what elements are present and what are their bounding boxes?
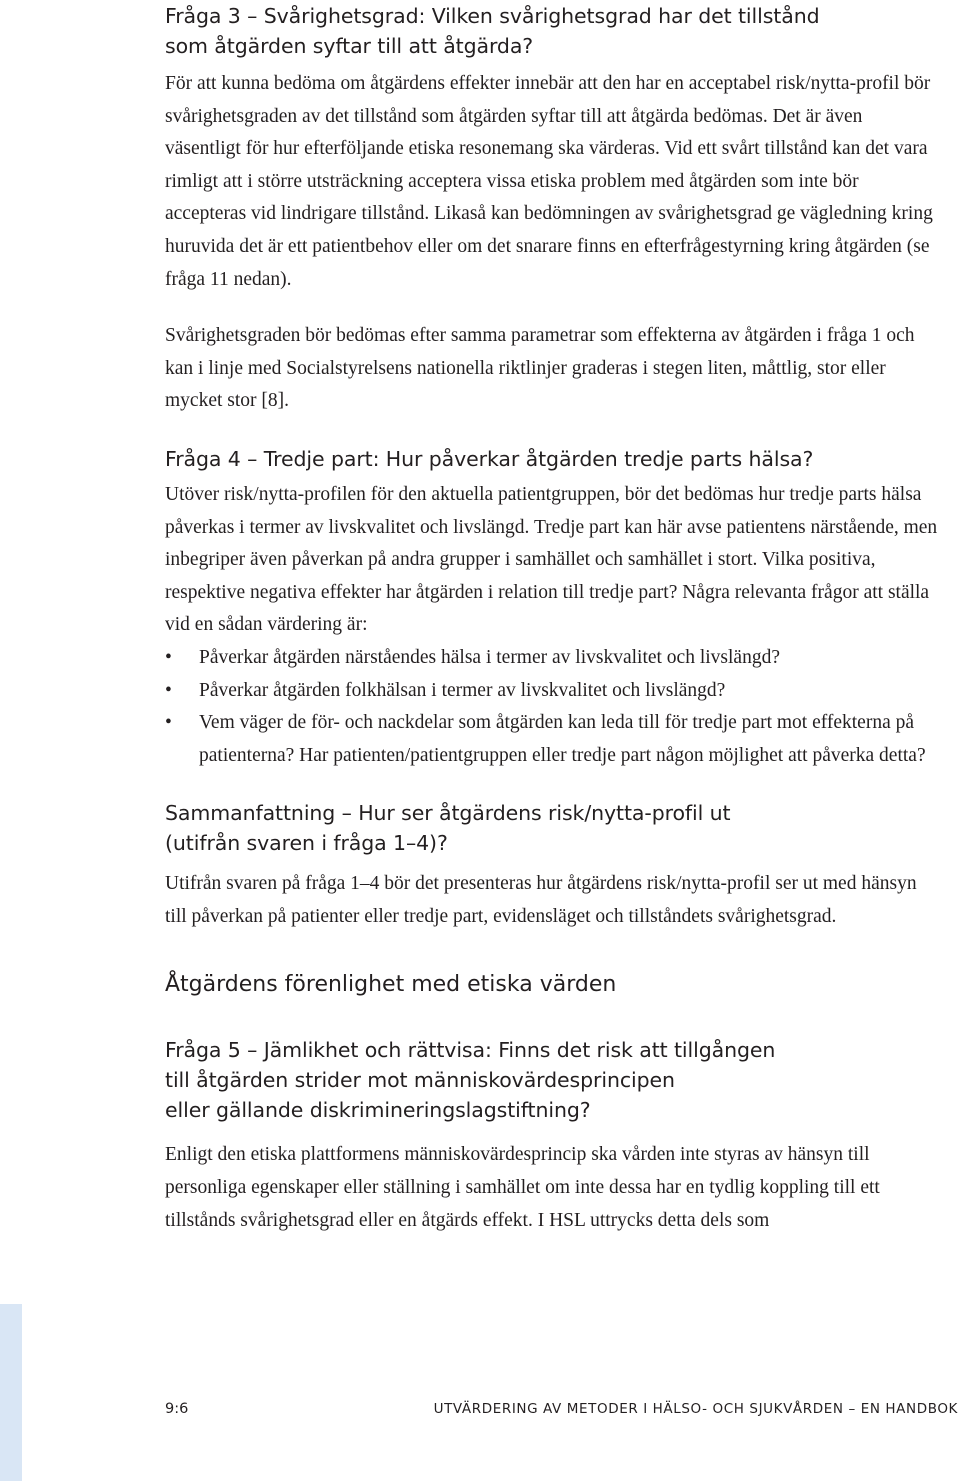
q5-paragraph: Enligt den etiska plattformens människovärdesprincip ska vården inte styras av hänsyn till personliga egenskaper eller ställning i samhället om inte dessa har en tydlig koppling till ett tillstånds svårighetsgrad eller en åtgärds effekt. I HSL uttrycks detta dels som [165, 1144, 880, 1231]
bullet-text: Vem väger de för- och nackdelar som åtgärden kan leda till för tredje part mot effekterna på patienterna? Har patienten/patientgruppen eller tredje part någon möjlighet att påverka detta? [199, 712, 926, 766]
page-content [165, 0, 940, 1237]
bullet-text: Påverkar åtgärden närståendes hälsa i termer av livskvalitet och livslängd? [199, 646, 780, 668]
q4-heading: Fråga 4 – Tredje part: Hur påverkar åtgärden tredje parts hälsa? [165, 446, 814, 471]
q3-paragraph-2: Svårighetsgraden bör bedömas efter samma parametrar som effekterna av åtgärden i fråga 1 och kan i linje med Socialstyrelsens nationella riktlinjer graderas i stegen liten, måttlig, stor eller mycket stor [8]. [165, 325, 915, 412]
q4-bullet-list [165, 642, 940, 772]
list-item [165, 675, 940, 708]
summary-heading [165, 798, 940, 858]
summary-heading-line-2: (utifrån svaren i fråga 1–4)? [165, 831, 448, 856]
bullet-icon: • [165, 679, 172, 701]
page-footer [165, 1397, 958, 1421]
q5-heading-line-2: till åtgärden strider mot människovärdesprincipen [165, 1068, 675, 1093]
page-number: 9:6 [165, 1401, 189, 1417]
q5-heading [165, 1035, 940, 1125]
bullet-icon: • [165, 646, 172, 668]
summary-paragraph: Utifrån svaren på fråga 1–4 bör det presenteras hur åtgärdens risk/nytta-profil ser ut med hänsyn till påverkan på patienter eller tredje part, evidensläget och tillståndets svårighetsgrad. [165, 873, 917, 927]
q3-paragraph-1: För att kunna bedöma om åtgärdens effekter innebär att den har en acceptabel risk/nytta-profil bör svårighetsgraden av det tillstånd som åtgärden syftar till att åtgärda bedömas. Det är även väsentligt för hur efterföljande etiska resonemang ska värderas. Vid ett svårt tillstånd kan det vara rimligt att i större utsträckning acceptera vissa etiska problem med åtgärden som inte bör accepteras vid lindrigare tillstånd. Likaså kan bedömningen av svårighetsgrad ge vägledning kring huruvida det är ett patientbehov eller om det snarare finns en efterfrågestyrning kring åtgärden (se fråga 11 nedan). [165, 73, 933, 290]
q4-paragraph: Utöver risk/nytta-profilen för den aktuella patientgruppen, bör det bedömas hur tredje parts hälsa påverkas i termer av livskvalitet och livslängd. Tredje part kan här avse patientens närstående, men inbegriper även påverkan på andra grupper i samhället och samhället i stort. Vilka positiva, respektive negativa effekter har åtgärden i relation till tredje part? Några relevanta frågor att ställa vid en sådan värdering är: [165, 483, 938, 636]
bullet-text: Påverkar åtgärden folkhälsan i termer av livskvalitet och livslängd? [199, 679, 726, 701]
section-heading: Åtgärdens förenlighet med etiska värden [165, 972, 617, 998]
q3-heading: Fråga 3 – Svårighetsgrad: Vilken svårighetsgrad har det tillstånd som åtgärden syftar till att åtgärda? [165, 4, 820, 58]
list-item [165, 707, 940, 772]
summary-heading-line-1: Sammanfattning – Hur ser åtgärdens risk/nytta-profil ut [165, 801, 731, 826]
q5-heading-line-3: eller gällande diskrimineringslagstiftning? [165, 1098, 591, 1123]
side-color-bar [0, 1304, 22, 1481]
list-item [165, 642, 940, 675]
running-title: UTVÄRDERING AV METODER I HÄLSO- OCH SJUKVÅRDEN – EN HANDBOK [433, 1401, 958, 1417]
bullet-icon: • [165, 712, 172, 734]
q5-heading-line-1: Fråga 5 – Jämlikhet och rättvisa: Finns det risk att tillgången [165, 1038, 776, 1063]
